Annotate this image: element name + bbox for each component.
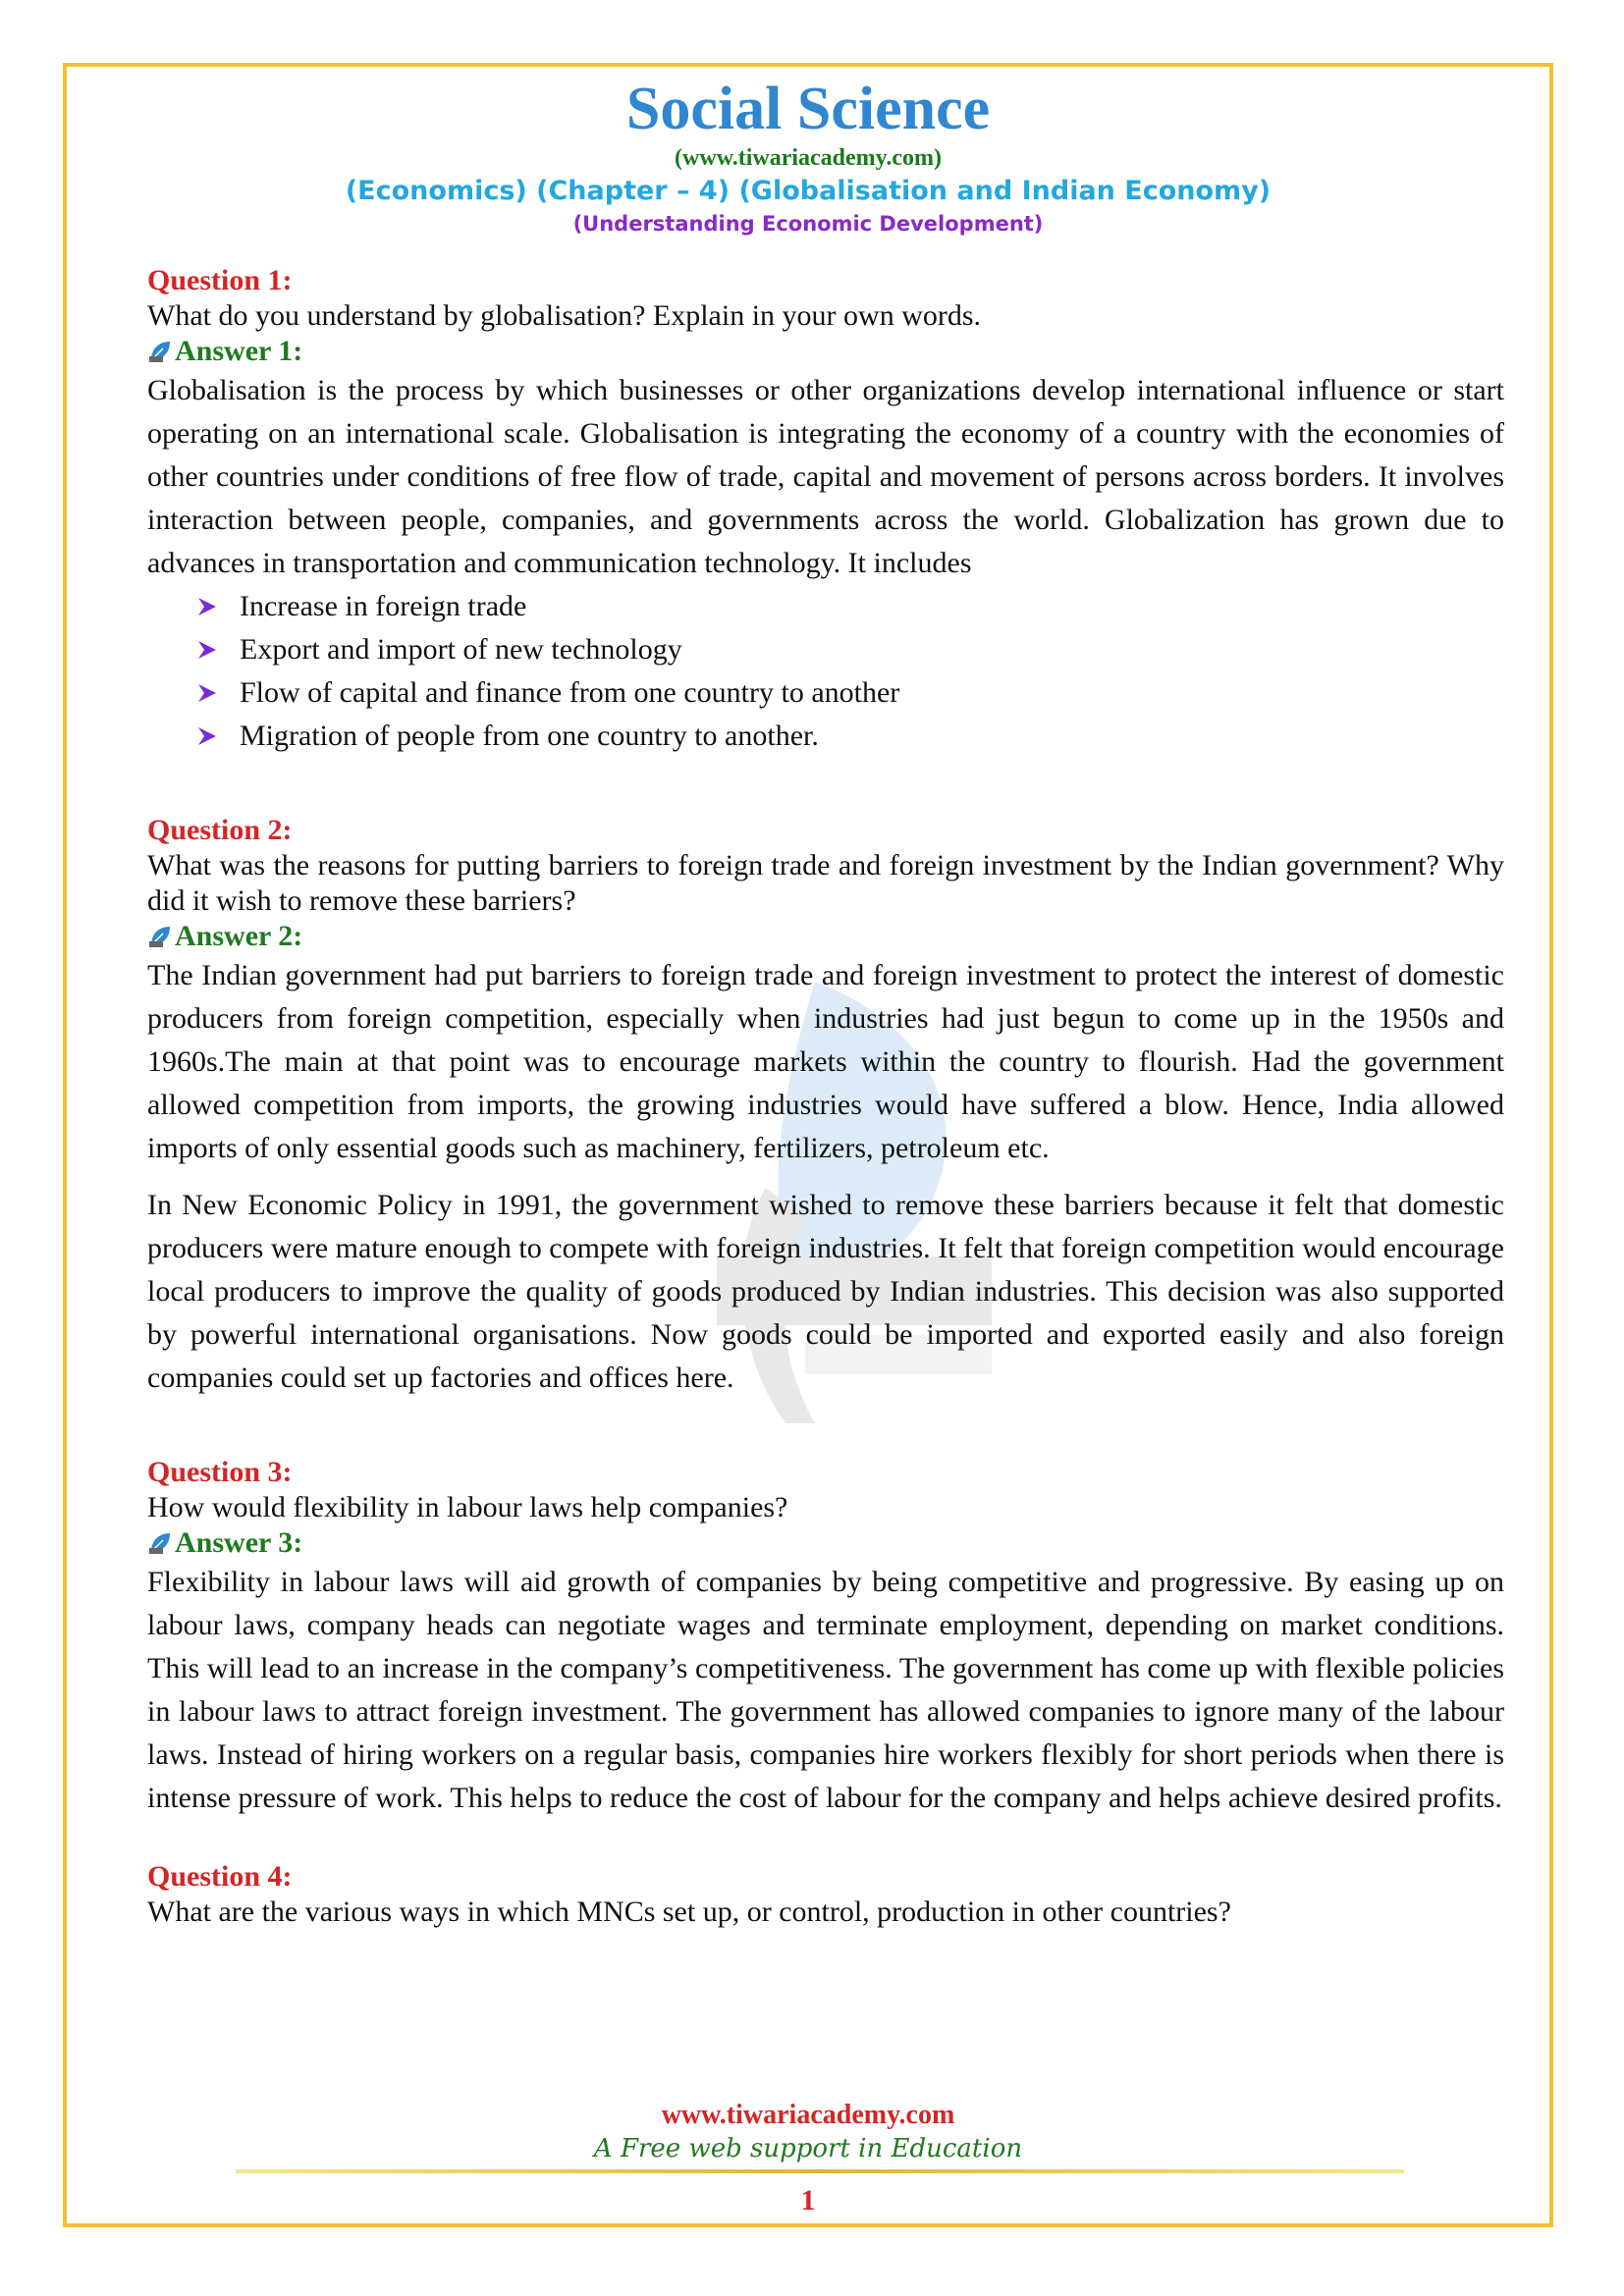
question-4-text: What are the various ways in which MNCs set up, or control, production in other countries? bbox=[147, 1896, 1231, 1928]
footer-divider bbox=[236, 2169, 1404, 2173]
question-2-text: What was the reasons for putting barriers to foreign trade and foreign investment by the Indian government? Why did it wish to remove these barriers? bbox=[147, 849, 1504, 917]
answer-3-label-text: Answer 3: bbox=[175, 1526, 303, 1559]
answer-leaf-icon bbox=[147, 339, 173, 364]
chapter-heading: (Economics) (Chapter – 4) (Globalisation and Indian Economy) bbox=[345, 176, 1272, 206]
answer-2-label bbox=[147, 919, 1504, 954]
question-3-text: How would flexibility in labour laws help companies? bbox=[147, 1491, 788, 1523]
answer-3-label bbox=[147, 1525, 1504, 1561]
arrow-bullet-icon bbox=[196, 596, 218, 617]
answer-1-bullet-list bbox=[147, 585, 1504, 758]
arrow-bullet-icon bbox=[196, 682, 218, 704]
answer-leaf-icon bbox=[147, 1530, 173, 1556]
page-number: 1 bbox=[800, 2184, 816, 2216]
arrow-bullet-icon bbox=[196, 725, 218, 747]
bullet-text: Migration of people from one country to another. bbox=[240, 720, 819, 752]
answer-1-label-text: Answer 1: bbox=[175, 335, 303, 367]
bullet-text: Export and import of new technology bbox=[240, 633, 682, 666]
bullet-text: Increase in foreign trade bbox=[240, 590, 527, 622]
list-item bbox=[196, 671, 1504, 715]
arrow-bullet-icon bbox=[196, 639, 218, 661]
answer-1-paragraph: Globalisation is the process by which businesses or other organizations develop international influence or start operating on an international scale. Globalisation is integrating the economy of a country with the economies of other countries under conditions of free flow of trade, capital and movement of persons across borders. It involves interaction between people, companies, and governments across the world. Globalization has grown due to advances in transportation and communication technology. It includes bbox=[147, 374, 1504, 579]
answer-3-paragraph: Flexibility in labour laws will aid growth of companies by being competitive and progressive. By easing up on labour laws, company heads can negotiate wages and terminate employment, depending on market conditions. This will lead to an increase in the company’s competitiveness. The government has come up with flexible policies in labour laws to attract foreign investment. The government has allowed companies to ignore many of the labour laws. Instead of hiring workers on a regular basis, companies hire workers flexibly for short periods when there is intense pressure of work. This helps to reduce the cost of labour for the company and helps achieve desired profits. bbox=[147, 1566, 1504, 1814]
answer-2-label-text: Answer 2: bbox=[175, 920, 303, 952]
header-site-url: (www.tiwariacademy.com) bbox=[675, 145, 942, 171]
list-item bbox=[196, 715, 1504, 758]
document-footer bbox=[63, 2099, 1553, 2165]
qa-content bbox=[147, 263, 1504, 1930]
question-1-text: What do you understand by globalisation? Explain in your own words. bbox=[147, 299, 982, 332]
answer-leaf-icon bbox=[147, 924, 173, 949]
book-subtitle: (Understanding Economic Development) bbox=[572, 212, 1044, 236]
question-3-label: Question 3: bbox=[147, 1456, 293, 1488]
footer-url: www.tiwariacademy.com bbox=[661, 2100, 955, 2130]
document-header bbox=[63, 75, 1553, 238]
page-title: Social Science bbox=[625, 76, 991, 142]
list-item bbox=[196, 585, 1504, 628]
question-1-label: Question 1: bbox=[147, 264, 293, 296]
answer-2-paragraph-2: In New Economic Policy in 1991, the government wished to remove these barriers because it felt that domestic producers were mature enough to compete with foreign industries. It felt that foreign competition would encourage local producers to improve the quality of goods produced by Indian industries. This decision was also supported by powerful international organisations. Now goods could be imported and exported easily and also foreign companies could set up factories and offices here. bbox=[147, 1189, 1504, 1394]
bullet-text: Flow of capital and finance from one country to another bbox=[240, 676, 900, 709]
answer-1-label bbox=[147, 334, 1504, 369]
question-4-label: Question 4: bbox=[147, 1860, 293, 1893]
answer-2-paragraph-1: The Indian government had put barriers to foreign trade and foreign investment to protect the interest of domestic producers from foreign competition, especially when industries had just begun to come up in the 1950s and 1960s.The main at that point was to encourage markets within the country to flourish. Had the government allowed competition from imports, the growing industries would have suffered a blow. Hence, India allowed imports of only essential goods such as machinery, fertilizers, petroleum etc. bbox=[147, 959, 1504, 1164]
footer-tagline: A Free web support in Education bbox=[593, 2134, 1023, 2163]
list-item bbox=[196, 628, 1504, 671]
question-2-label: Question 2: bbox=[147, 814, 293, 846]
